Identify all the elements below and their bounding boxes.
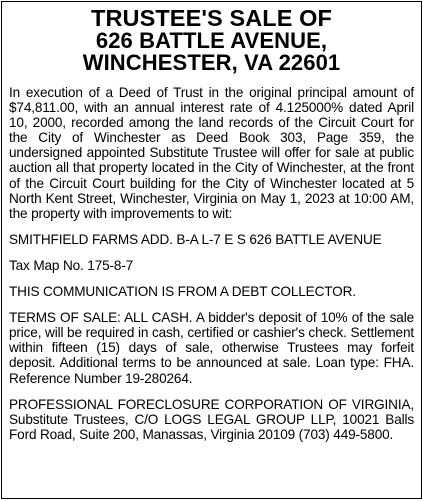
property-description: SMITHFIELD FARMS ADD. B-A L-7 E S 626 BATTLE AVENUE bbox=[9, 231, 382, 247]
title-line-1: TRUSTEE'S SALE OF bbox=[90, 5, 332, 31]
tax-map-number: Tax Map No. 175-8-7 bbox=[9, 257, 134, 273]
terms-of-sale-paragraph: TERMS OF SALE: ALL CASH. A bidder's deposit of 10% of the sale price, will be required in cash, certified or cashier's check. Settlement within fifteen (15) days of sale, otherwise Trustees may forfeit deposit. Additional terms to be announced at sale. Loan type: FHA. Reference Number 19-280264. bbox=[9, 310, 414, 386]
debt-collector-statement: THIS COMMUNICATION IS FROM A DEBT COLLECTOR. bbox=[9, 284, 356, 300]
title-line-2: 626 BATTLE AVENUE, bbox=[95, 28, 328, 53]
trustee-contact-paragraph: PROFESSIONAL FORECLOSURE CORPORATION OF VIRGINIA, Substitute Trustees, C/O LOGS LEGAL GROUP LLP, 10021 Balls Ford Road, Suite 200, Manassas, Virginia 20109 (703) 449-5800. bbox=[9, 396, 414, 442]
notice-body bbox=[9, 85, 414, 442]
deed-of-trust-paragraph: In execution of a Deed of Trust in the original principal amount of $74,811.00, with an annual interest rate of 4.125000% dated April 10, 2000, recorded among the land records of the Circuit Court for the City of Winchester as Deed Book 303, Page 359, the undersigned appointed Substitute Trustee will offer for sale at public auction all that property located in the City of Winchester, at the front of the Circuit Court building for the City of Winchester located at 5 North Kent Street, Winchester, Virginia on May 1, 2023 at 10:00 AM, the property with improvements to wit: bbox=[9, 85, 414, 221]
notice-title bbox=[9, 6, 414, 74]
legal-notice bbox=[1, 1, 422, 499]
title-line-3: WINCHESTER, VA 22601 bbox=[82, 50, 341, 75]
